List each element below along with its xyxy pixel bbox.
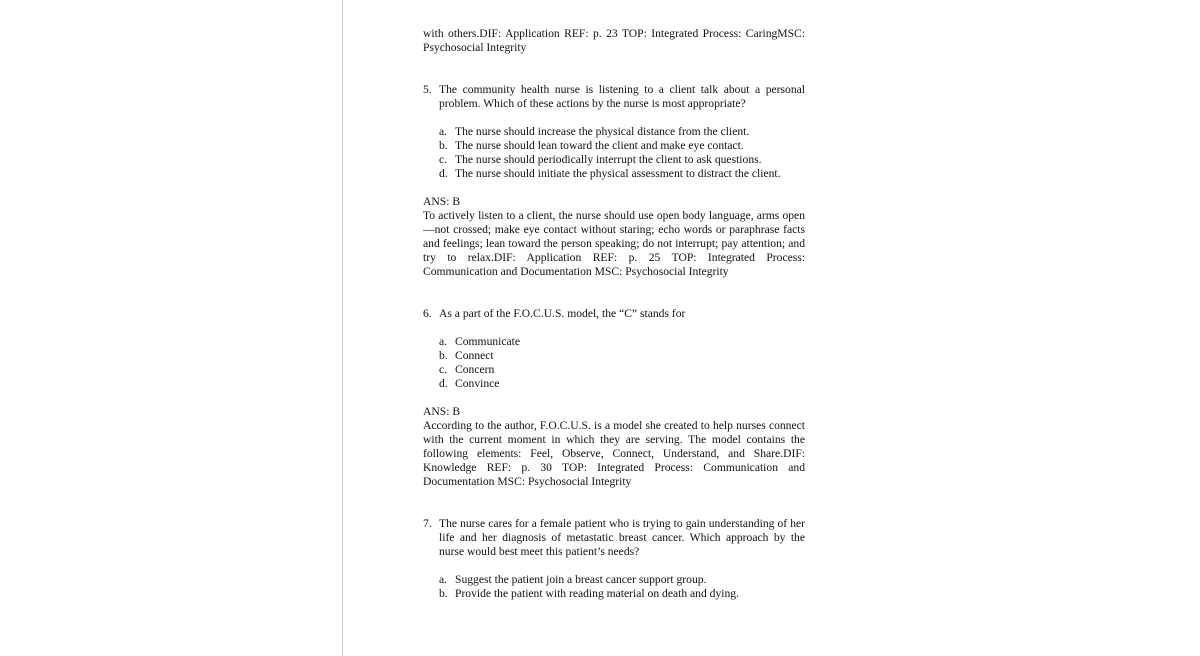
option-b: b. Provide the patient with reading material on death and dying. xyxy=(439,587,739,600)
question-text: The community health nurse is listening to a client talk about a personal problem. Which of these actions by the nurse is most appropriate? xyxy=(439,83,805,110)
options-list-q6 xyxy=(423,335,805,391)
option-c: c. The nurse should periodically interrupt the client to ask questions. xyxy=(439,153,762,166)
question-number: 7. xyxy=(423,517,432,530)
option-c: c. Concern xyxy=(439,363,495,376)
left-panel-divider xyxy=(342,0,343,656)
option-d: d. The nurse should initiate the physical assessment to distract the client. xyxy=(439,167,781,180)
answer-rationale: According to the author, F.O.C.U.S. is a model she created to help nurses connect with the current moment in which they are serving. The model contains the following elements: Feel, Observe, Connect, Understand, and Share.DIF: Knowledge REF: p. 30 TOP: Integrated Process: Communication and Documentation MSC: Psychosocial Integrity xyxy=(423,419,805,488)
option-a: a. Communicate xyxy=(439,335,521,348)
question-text: The nurse cares for a female patient who is trying to gain understanding of her life and her diagnosis of metastatic breast cancer. Which approach by the nurse would best meet this patient’s needs? xyxy=(439,517,805,558)
question-5 xyxy=(423,83,805,111)
option-b: b. The nurse should lean toward the client and make eye contact. xyxy=(439,139,744,152)
question-7 xyxy=(423,517,805,559)
options-list-q5 xyxy=(423,125,805,181)
question-6 xyxy=(423,307,805,321)
question-text: As a part of the F.O.C.U.S. model, the “C” stands for xyxy=(439,307,686,320)
option-a: a. Suggest the patient join a breast cancer support group. xyxy=(439,573,707,586)
option-a: a. The nurse should increase the physical distance from the client. xyxy=(439,125,750,138)
answer-label: ANS: B xyxy=(423,195,461,208)
question-number: 5. xyxy=(423,83,432,96)
answer-rationale: To actively listen to a client, the nurse should use open body language, arms open—not crossed; make eye contact without staring; echo words or paraphrase facts and feelings; lean toward the person speaking; do not interrupt; pay attention; and try to relax.DIF: Application REF: p. 25 TOP: Integrated Process: Communication and Documentation MSC: Psychosocial Integrity xyxy=(423,209,805,278)
document-page xyxy=(423,27,805,601)
answer-label: ANS: B xyxy=(423,405,461,418)
options-list-q7 xyxy=(423,573,805,601)
preamble-text: with others.DIF: Application REF: p. 23 TOP: Integrated Process: CaringMSC: Psychosocial Integrity xyxy=(423,27,805,54)
question-number: 6. xyxy=(423,307,432,320)
option-d: d. Convince xyxy=(439,377,500,390)
option-b: b. Connect xyxy=(439,349,494,362)
